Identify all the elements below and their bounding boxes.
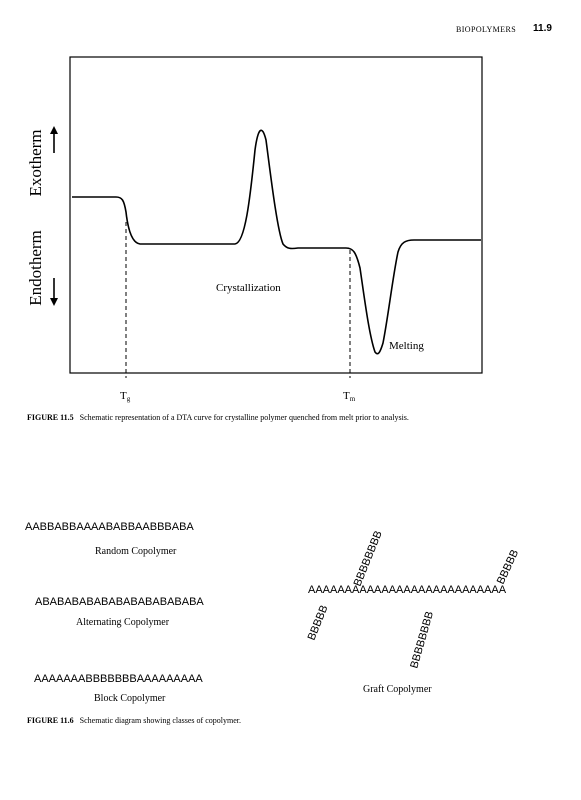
graft-branch-upper-right: BBBBB bbox=[494, 547, 522, 587]
block-copolymer-sequence: AAAAAAABBBBBBBAAAAAAAAA bbox=[34, 673, 203, 685]
melting-label: Melting bbox=[389, 340, 424, 352]
tm-label: Tm bbox=[343, 390, 356, 403]
exotherm-label: Exotherm bbox=[26, 129, 45, 197]
random-copolymer-label: Random Copolymer bbox=[95, 546, 177, 557]
tg-label: Tg bbox=[120, 390, 131, 403]
dta-curve bbox=[72, 130, 481, 353]
graft-branch-upper-left: BBBBBBBB bbox=[351, 529, 385, 589]
endotherm-label: Endotherm bbox=[26, 230, 45, 306]
page-number: 11.9 bbox=[533, 23, 552, 34]
alternating-copolymer-sequence: ABABABABABABABABABABABA bbox=[35, 596, 204, 608]
graft-copolymer-label: Graft Copolymer bbox=[363, 684, 432, 695]
figure-11-6-caption-label: FIGURE 11.6 bbox=[27, 716, 74, 725]
figure-11-5-caption bbox=[27, 413, 567, 423]
figure-11-5-caption-label: FIGURE 11.5 bbox=[27, 413, 74, 422]
alternating-copolymer-label: Alternating Copolymer bbox=[76, 617, 170, 628]
random-copolymer-sequence: AABBABBAAAABABBAABBBABA bbox=[25, 521, 194, 533]
figure-11-5-caption-text: Schematic representation of a DTA curve for crystalline polymer quenched from melt prior to analysis. bbox=[79, 413, 409, 422]
crystallization-label: Crystallization bbox=[216, 282, 281, 294]
graft-copolymer-diagram bbox=[290, 500, 570, 680]
graft-branch-lower-left: BBBBB bbox=[305, 603, 331, 643]
graft-backbone: AAAAAAAAAAAAAAAAAAAAAAAAAAA bbox=[308, 584, 507, 596]
figure-11-6-caption-text: Schematic diagram showing classes of copolymer. bbox=[79, 716, 241, 725]
block-copolymer-label: Block Copolymer bbox=[94, 693, 166, 704]
graft-branch-lower-middle: BBBBBBBB bbox=[408, 610, 437, 670]
running-header-section: BIOPOLYMERS bbox=[456, 25, 517, 34]
figure-11-6-caption bbox=[27, 716, 567, 726]
